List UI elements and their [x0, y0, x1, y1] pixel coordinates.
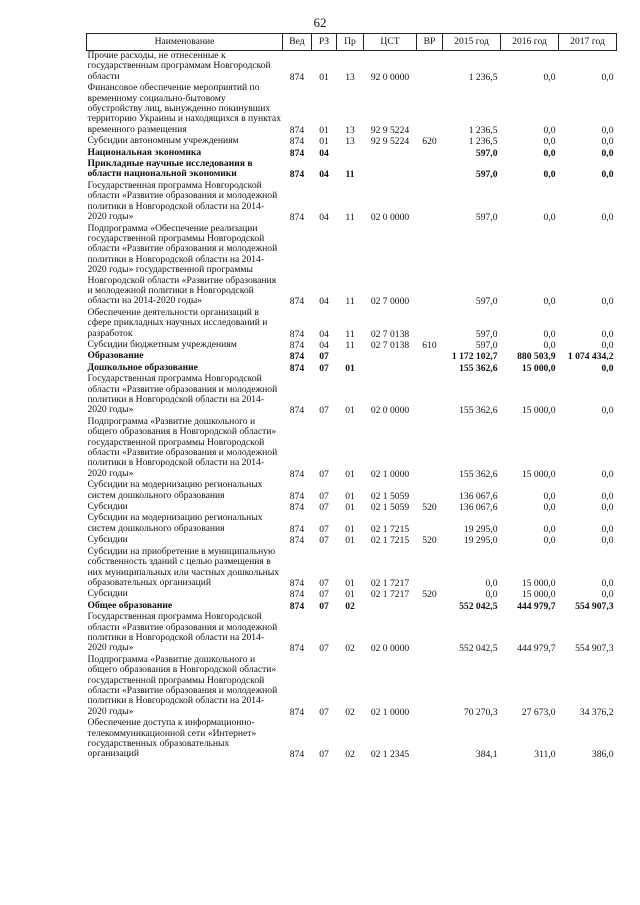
row-2015: 597,0 — [475, 296, 498, 308]
row-2015: 0,0 — [485, 577, 498, 589]
row-vr — [417, 513, 443, 535]
row-2016: 0,0 — [543, 339, 556, 351]
row-2016: 444 979,7 — [517, 643, 556, 655]
row-pr: 01 — [345, 523, 355, 535]
row-2015: 155 362,6 — [459, 468, 498, 480]
row-name: Субсидии — [87, 588, 128, 600]
row-rz: 07 — [319, 502, 329, 514]
row-2015: 384,1 — [475, 749, 498, 761]
row-2017: 0,0 — [601, 124, 614, 136]
row-cst: 02 1 0000 — [370, 706, 410, 718]
row-2017: 554 907,3 — [575, 643, 614, 655]
row-ved: 874 — [289, 577, 305, 589]
row-rz: 01 — [319, 71, 329, 83]
table-row — [87, 224, 617, 308]
row-pr: 02 — [345, 749, 355, 761]
table-row — [87, 547, 617, 590]
row-2016: 0,0 — [543, 147, 556, 159]
row-ved: 874 — [289, 535, 305, 547]
row-name: Общее образование — [87, 599, 173, 611]
row-pr: 13 — [345, 124, 355, 136]
row-cst: 02 7 0138 — [370, 328, 410, 340]
col-ved-header: Вед — [283, 34, 312, 51]
row-vr — [417, 601, 443, 612]
row-pr: 11 — [345, 296, 355, 308]
row-ved: 874 — [289, 468, 305, 480]
table-row — [87, 535, 617, 546]
row-2017: 0,0 — [601, 468, 614, 480]
row-cst: 02 0 0000 — [370, 405, 410, 417]
row-vr — [417, 159, 443, 181]
row-2017: 0,0 — [601, 147, 614, 159]
row-pr: 01 — [345, 589, 355, 601]
row-rz: 07 — [319, 643, 329, 655]
row-name: Государственная программа Новгородской области «Развитие образования и молодежной политики в Новгородской области на 2014-2020 годы» — [87, 611, 278, 654]
row-name: Субсидии — [87, 534, 128, 546]
row-cst: 02 1 0000 — [370, 468, 410, 480]
row-2017: 0,0 — [601, 523, 614, 535]
row-2015: 597,0 — [475, 212, 498, 224]
row-2017: 0,0 — [601, 589, 614, 601]
col-rz-header: РЗ — [312, 34, 337, 51]
row-cst — [364, 159, 417, 181]
row-cst: 92 9 5224 — [370, 124, 410, 136]
table-row — [87, 83, 617, 136]
row-2015: 552 042,5 — [459, 643, 498, 655]
row-rz: 01 — [319, 136, 329, 148]
row-ved: 874 — [289, 749, 305, 761]
row-pr: 11 — [345, 169, 355, 181]
row-pr: 01 — [345, 468, 355, 480]
row-cst: 92 0 0000 — [370, 71, 410, 83]
row-ved: 874 — [289, 362, 305, 374]
row-vr: 520 — [422, 589, 437, 601]
row-vr — [417, 224, 443, 308]
row-cst — [364, 351, 417, 362]
row-vr: 520 — [422, 535, 437, 547]
row-cst: 02 1 2345 — [370, 749, 410, 761]
row-pr: 02 — [345, 643, 355, 655]
page-number: 62 — [313, 15, 327, 30]
row-vr — [417, 547, 443, 590]
row-pr: 01 — [345, 405, 355, 417]
row-rz: 04 — [319, 328, 329, 340]
row-rz: 04 — [319, 212, 329, 224]
row-vr — [417, 351, 443, 362]
row-2016: 0,0 — [543, 169, 556, 181]
row-ved: 874 — [289, 351, 305, 363]
row-2017: 0,0 — [601, 136, 614, 148]
row-pr: 11 — [345, 328, 355, 340]
row-name: Обеспечение доступа к информационно-телекоммуникационной сети «Интернет» государственных образовательных организаций — [87, 717, 257, 760]
row-name: Субсидии на приобретение в муниципальную собственность зданий с целью размещения в них муниципальных или частных дошкольных образовательных организаций — [87, 545, 279, 588]
row-rz: 07 — [319, 535, 329, 547]
row-ved: 874 — [289, 147, 305, 159]
row-pr: 01 — [345, 502, 355, 514]
row-rz: 07 — [319, 577, 329, 589]
row-name: Обеспечение деятельности организаций в сфере прикладных научных исследований и разработок — [87, 306, 268, 339]
row-rz: 04 — [319, 339, 329, 351]
table-row — [87, 417, 617, 480]
row-vr — [417, 417, 443, 480]
row-2015: 136 067,6 — [459, 502, 498, 514]
row-ved: 874 — [289, 296, 305, 308]
row-2016: 15 000,0 — [521, 362, 556, 374]
row-rz: 04 — [319, 147, 329, 159]
row-2016: 15 000,0 — [521, 589, 556, 601]
row-name: Подпрограмма «Развитие дошкольного и общего образования в Новгородской области» государственной программы Новгородской области «Развитие образования и молодежной политики в Новгородской области на 2014-2020 годы» — [87, 653, 278, 717]
row-rz: 07 — [319, 362, 329, 374]
row-vr — [417, 308, 443, 340]
row-name: Государственная программа Новгородской области «Развитие образования и молодежной политики в Новгородской области на 2014-2020 годы» — [87, 179, 278, 223]
row-2016: 0,0 — [543, 136, 556, 148]
row-ved: 874 — [289, 405, 305, 417]
row-pr — [337, 148, 364, 159]
row-pr: 11 — [345, 339, 355, 351]
row-2017: 0,0 — [601, 169, 614, 181]
row-2015: 552 042,5 — [459, 600, 498, 612]
row-pr: 13 — [345, 71, 355, 83]
row-pr — [337, 351, 364, 362]
row-2015: 70 270,3 — [463, 706, 498, 718]
budget-table — [86, 33, 617, 761]
row-vr — [417, 655, 443, 718]
row-cst — [364, 363, 417, 374]
row-2017: 0,0 — [601, 490, 614, 502]
table-row — [87, 374, 617, 417]
row-rz: 07 — [319, 749, 329, 761]
row-2016: 0,0 — [543, 212, 556, 224]
row-ved: 874 — [289, 124, 305, 136]
row-2015: 597,0 — [475, 169, 498, 181]
row-2015: 597,0 — [475, 147, 498, 159]
row-name: Прикладные научные исследования в области национальной экономики — [87, 158, 253, 180]
row-2017: 0,0 — [601, 535, 614, 547]
row-2017: 0,0 — [601, 328, 614, 340]
row-2016: 27 673,0 — [521, 706, 556, 718]
row-rz: 07 — [319, 706, 329, 718]
row-vr: 520 — [422, 502, 437, 514]
row-2016: 0,0 — [543, 490, 556, 502]
row-2016: 880 503,9 — [517, 351, 556, 363]
row-ved: 874 — [289, 339, 305, 351]
row-pr: 11 — [345, 212, 355, 224]
row-name: Субсидии на модернизацию региональных систем дошкольного образования — [87, 479, 263, 501]
col-2016-header: 2016 год — [501, 34, 559, 51]
row-rz: 01 — [319, 124, 329, 136]
row-2017: 386,0 — [591, 749, 614, 761]
row-rz: 04 — [319, 169, 329, 181]
row-2017: 0,0 — [601, 362, 614, 374]
table-row — [87, 181, 617, 224]
row-pr: 01 — [345, 490, 355, 502]
row-cst: 02 1 7215 — [370, 535, 410, 547]
row-rz: 07 — [319, 589, 329, 601]
row-2017: 0,0 — [601, 577, 614, 589]
row-2015: 1 236,5 — [468, 71, 498, 83]
row-ved: 874 — [289, 212, 305, 224]
row-vr — [417, 148, 443, 159]
row-vr — [417, 612, 443, 655]
row-vr — [417, 83, 443, 136]
row-pr: 01 — [345, 535, 355, 547]
row-cst: 02 0 0000 — [370, 212, 410, 224]
row-name: Дошкольное образование — [87, 361, 198, 373]
row-2016: 444 979,7 — [517, 600, 556, 612]
row-cst: 02 1 5059 — [370, 490, 410, 502]
row-ved: 874 — [289, 706, 305, 718]
row-name: Субсидии — [87, 501, 128, 513]
col-2017-header: 2017 год — [559, 34, 617, 51]
row-2017: 0,0 — [601, 296, 614, 308]
table-row — [87, 159, 617, 181]
row-rz: 07 — [319, 351, 329, 363]
row-2015: 155 362,6 — [459, 405, 498, 417]
row-vr: 620 — [422, 136, 437, 148]
row-2015: 1 236,5 — [468, 124, 498, 136]
row-2015: 0,0 — [485, 589, 498, 601]
row-cst: 02 7 0000 — [370, 296, 410, 308]
row-rz: 07 — [319, 468, 329, 480]
row-ved: 874 — [289, 589, 305, 601]
row-vr — [417, 374, 443, 417]
row-vr — [417, 51, 443, 84]
row-vr — [417, 718, 443, 761]
row-2016: 0,0 — [543, 523, 556, 535]
row-cst: 02 0 0000 — [370, 643, 410, 655]
row-2016: 311,0 — [534, 749, 556, 761]
row-2016: 0,0 — [543, 328, 556, 340]
row-ved: 874 — [289, 71, 305, 83]
row-2015: 136 067,6 — [459, 490, 498, 502]
col-name-header: Наименование — [87, 34, 283, 51]
row-2017: 0,0 — [601, 71, 614, 83]
table-row — [87, 308, 617, 340]
row-2017: 0,0 — [601, 405, 614, 417]
table-row — [87, 480, 617, 502]
table-row — [87, 340, 617, 351]
row-2015: 597,0 — [475, 339, 498, 351]
row-pr: 01 — [345, 362, 355, 374]
row-ved: 874 — [289, 600, 305, 612]
row-pr: 02 — [345, 600, 355, 612]
row-vr: 610 — [422, 339, 437, 351]
row-rz: 07 — [319, 523, 329, 535]
row-cst: 02 1 5059 — [370, 502, 410, 514]
row-ved: 874 — [289, 490, 305, 502]
row-2015: 1 236,5 — [468, 136, 498, 148]
row-name: Государственная программа Новгородской области «Развитие образования и молодежной политики в Новгородской области на 2014-2020 годы» — [87, 373, 278, 416]
row-2017: 34 376,2 — [579, 706, 614, 718]
row-name: Прочие расходы, не отнесенные к государственным программам Новгородской области — [87, 50, 271, 82]
row-2016: 15 000,0 — [521, 468, 556, 480]
row-name: Субсидии автономным учреждениям — [87, 135, 239, 147]
row-2016: 15 000,0 — [521, 577, 556, 589]
row-2015: 1 172 102,7 — [451, 351, 498, 363]
row-vr — [417, 181, 443, 224]
row-name: Субсидии на модернизацию региональных систем дошкольного образования — [87, 512, 263, 534]
row-2017: 0,0 — [601, 212, 614, 224]
row-2016: 15 000,0 — [521, 405, 556, 417]
row-rz: 04 — [319, 296, 329, 308]
row-2017: 0,0 — [601, 502, 614, 514]
table-row — [87, 589, 617, 600]
row-rz: 07 — [319, 405, 329, 417]
row-name: Национальная экономика — [87, 146, 202, 158]
row-ved: 874 — [289, 169, 305, 181]
col-2015-header: 2015 год — [443, 34, 501, 51]
row-2016: 0,0 — [543, 71, 556, 83]
row-name: Субсидии бюджетным учреждениям — [87, 338, 237, 350]
table-row — [87, 612, 617, 655]
table-header — [87, 34, 617, 51]
row-2017: 1 074 434,2 — [567, 351, 614, 363]
row-2015: 597,0 — [475, 328, 498, 340]
table-row — [87, 655, 617, 718]
col-pr-header: Пр — [337, 34, 364, 51]
row-ved: 874 — [289, 643, 305, 655]
row-pr: 02 — [345, 706, 355, 718]
row-2016: 0,0 — [543, 502, 556, 514]
row-2017: 554 907,3 — [575, 600, 614, 612]
row-2016: 0,0 — [543, 535, 556, 547]
row-cst: 02 1 7215 — [370, 523, 410, 535]
col-cst-header: ЦСТ — [364, 34, 417, 51]
row-name: Образование — [87, 350, 144, 362]
row-cst — [364, 148, 417, 159]
table-body — [87, 51, 617, 761]
row-vr — [417, 363, 443, 374]
row-name: Подпрограмма «Обеспечение реализации государственной программы Новгородской области «Развитие образования и молодежной политики в Новгородской области на 2014-2020 годы» государственной программы Новгородской области «Развитие образования и молодежной политики в Новгородской области на 2014-2020 годы» — [87, 222, 278, 307]
row-rz: 07 — [319, 600, 329, 612]
table-row — [87, 718, 617, 761]
row-2015: 155 362,6 — [459, 362, 498, 374]
row-rz: 07 — [319, 490, 329, 502]
row-ved: 874 — [289, 328, 305, 340]
row-ved: 874 — [289, 523, 305, 535]
row-2016: 0,0 — [543, 296, 556, 308]
row-vr — [417, 480, 443, 502]
row-2017: 0,0 — [601, 339, 614, 351]
row-cst: 92 9 5224 — [370, 136, 410, 148]
row-ved: 874 — [289, 502, 305, 514]
row-cst: 02 1 7217 — [370, 577, 410, 589]
table-row — [87, 136, 617, 147]
row-2015: 19 295,0 — [463, 535, 498, 547]
row-ved: 874 — [289, 136, 305, 148]
row-pr: 01 — [345, 577, 355, 589]
table-row — [87, 513, 617, 535]
row-name: Подпрограмма «Развитие дошкольного и общего образования в Новгородской области» государственной программы Новгородской области «Развитие образования и молодежной политики в Новгородской области на 2014-2020 годы» — [87, 415, 278, 479]
table-row — [87, 51, 617, 84]
row-pr: 13 — [345, 136, 355, 148]
row-2015: 19 295,0 — [463, 523, 498, 535]
row-cst: 02 1 7217 — [370, 589, 410, 601]
row-cst — [364, 601, 417, 612]
col-vr-header: ВР — [417, 34, 443, 51]
row-cst: 02 7 0138 — [370, 339, 410, 351]
row-name: Финансовое обеспечение мероприятий по временному социально-бытовому обустройству лиц, вынужденно покинувших территорию Украины и находящихся в пунктах временного размещения — [87, 82, 281, 135]
row-2016: 0,0 — [543, 124, 556, 136]
